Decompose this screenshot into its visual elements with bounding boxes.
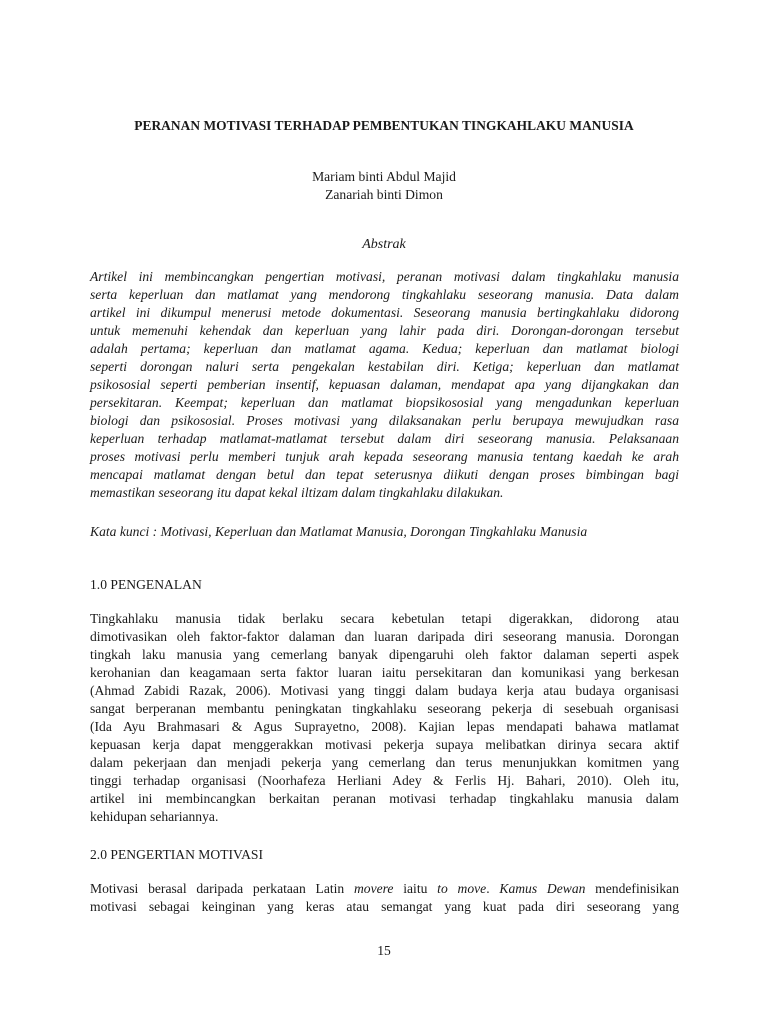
- text-run: iaitu: [393, 881, 438, 896]
- paragraph-line: kehidupan sehariannya.: [90, 809, 219, 824]
- author-name: Mariam binti Abdul Majid: [312, 169, 456, 184]
- abstract-line: Artikel ini membincangkan pengertian motivasi, peranan motivasi dalam tingkahlaku manusia: [90, 269, 679, 284]
- paper-title: PERANAN MOTIVASI TERHADAP PEMBENTUKAN TINGKAHLAKU MANUSIA: [134, 118, 634, 133]
- abstract-line: serta keperluan dan matlamat yang mendorong tingkahlaku seseorang manusia. Data dalam: [90, 287, 679, 302]
- paragraph-line: Tingkahlaku manusia tidak berlaku secara kebetulan tetapi digerakkan, didorong atau: [90, 611, 679, 626]
- abstract-line: memastikan seseorang itu dapat kekal iltizam dalam tingkahlaku dilakukan.: [90, 485, 504, 500]
- keywords: Kata kunci : Motivasi, Keperluan dan Matlamat Manusia, Dorongan Tingkahlaku Manusia: [90, 524, 588, 539]
- abstract-heading: Abstrak: [362, 237, 406, 252]
- author-name: Zanariah binti Dimon: [325, 187, 443, 202]
- abstract-line: biologi dan psikososial. Proses motivasi yang dilaksanakan perlu berupaya mewujudkan rasa: [90, 413, 679, 428]
- abstract-body: [90, 268, 679, 502]
- paragraph-line: tinggi terhadap organisasi (Noorhafeza Herliani Adey & Ferlis Hj. Bahari, 2010). Oleh itu,: [90, 773, 679, 788]
- page-number: 15: [377, 943, 391, 958]
- text-run: mendefinisikan: [585, 881, 679, 896]
- section-heading-pengertian-motivasi: 2.0 PENGERTIAN MOTIVASI: [90, 847, 264, 862]
- text-run: Motivasi berasal daripada perkataan Latin: [90, 881, 354, 896]
- section-paragraph-pengertian-motivasi: [90, 880, 679, 916]
- paragraph-line: artikel ini membincangkan berkaitan peranan motivasi terhadap tingkahlaku manusia dalam: [90, 791, 679, 806]
- abstract-line: psikososial seperti pemberian insentif, kepuasan dalaman, mendapat apa yang dijangkakan dan: [90, 377, 679, 392]
- paragraph-line: motivasi sebagai keinginan yang keras atau semangat yang kuat pada diri seseorang yang: [90, 899, 679, 914]
- paragraph-line: dimotivasikan oleh faktor-faktor dalaman dan luaran daripada diri seseorang manusia. Dorongan: [90, 629, 679, 644]
- paragraph-line: [90, 880, 679, 898]
- paragraph-line: kepuasan kerja dapat menggerakkan motivasi pekerja supaya melibatkan dirinya secara aktif: [90, 737, 679, 752]
- abstract-line: seperti dorongan naluri serta pengekalan kestabilan diri. Ketiga; keperluan dan matlamat: [90, 359, 679, 374]
- author-list: [0, 168, 768, 204]
- translation-term: to move: [437, 881, 487, 896]
- section-paragraph-pengenalan: [90, 610, 679, 826]
- latin-term: movere: [353, 881, 394, 896]
- abstract-line: proses motivasi perlu memberi tunjuk arah kepada seseorang manusia tentang kaedah ke arah: [90, 449, 679, 464]
- abstract-line: mencapai matlamat dengan betul dan tepat seterusnya diikuti dengan proses bimbingan bagi: [90, 467, 679, 482]
- abstract-line: artikel ini dikumpul menerusi metode dokumentasi. Seseorang manusia bertingkahlaku didorong: [90, 305, 679, 320]
- section-heading-pengenalan: 1.0 PENGENALAN: [90, 577, 202, 592]
- abstract-line: adalah pertama; keperluan dan matlamat agama. Kedua; keperluan dan matlamat biologi: [90, 341, 679, 356]
- paragraph-line: dalam pekerjaan dan menjadi pekerja yang cemerlang dan terus menunjukkan komitmen yang: [90, 755, 679, 770]
- paragraph-line: kerohanian dan keagamaan serta faktor luaran iaitu persekitaran dan komunikasi yang berkesan: [90, 665, 679, 680]
- text-run: .: [486, 881, 500, 896]
- abstract-line: untuk memenuhi kehendak dan keperluan yang lahir pada diri. Dorongan-dorongan tersebut: [90, 323, 679, 338]
- paragraph-line: (Ahmad Zabidi Razak, 2006). Motivasi yang tinggi dalam budaya kerja atau budaya organisasi: [90, 683, 679, 698]
- paragraph-line: tingkah laku manusia yang cemerlang banyak dipengaruhi oleh faktor dalaman seperti aspek: [90, 647, 679, 662]
- paragraph-line: (Ida Ayu Brahmasari & Agus Suprayetno, 2008). Kajian lepas mendapati bahawa matlamat: [90, 719, 679, 734]
- reference-title: Kamus Dewan: [499, 881, 586, 896]
- paragraph-line: sangat berperanan membantu peningkatan tingkahlaku seseorang pekerja di sesebuah organisasi: [90, 701, 679, 716]
- abstract-line: persekitaran. Keempat; keperluan dan matlamat biopsikososial yang mengadunkan keperluan: [90, 395, 679, 410]
- abstract-line: keperluan terhadap matlamat-matlamat tersebut dalam diri seseorang manusia. Pelaksanaan: [90, 431, 679, 446]
